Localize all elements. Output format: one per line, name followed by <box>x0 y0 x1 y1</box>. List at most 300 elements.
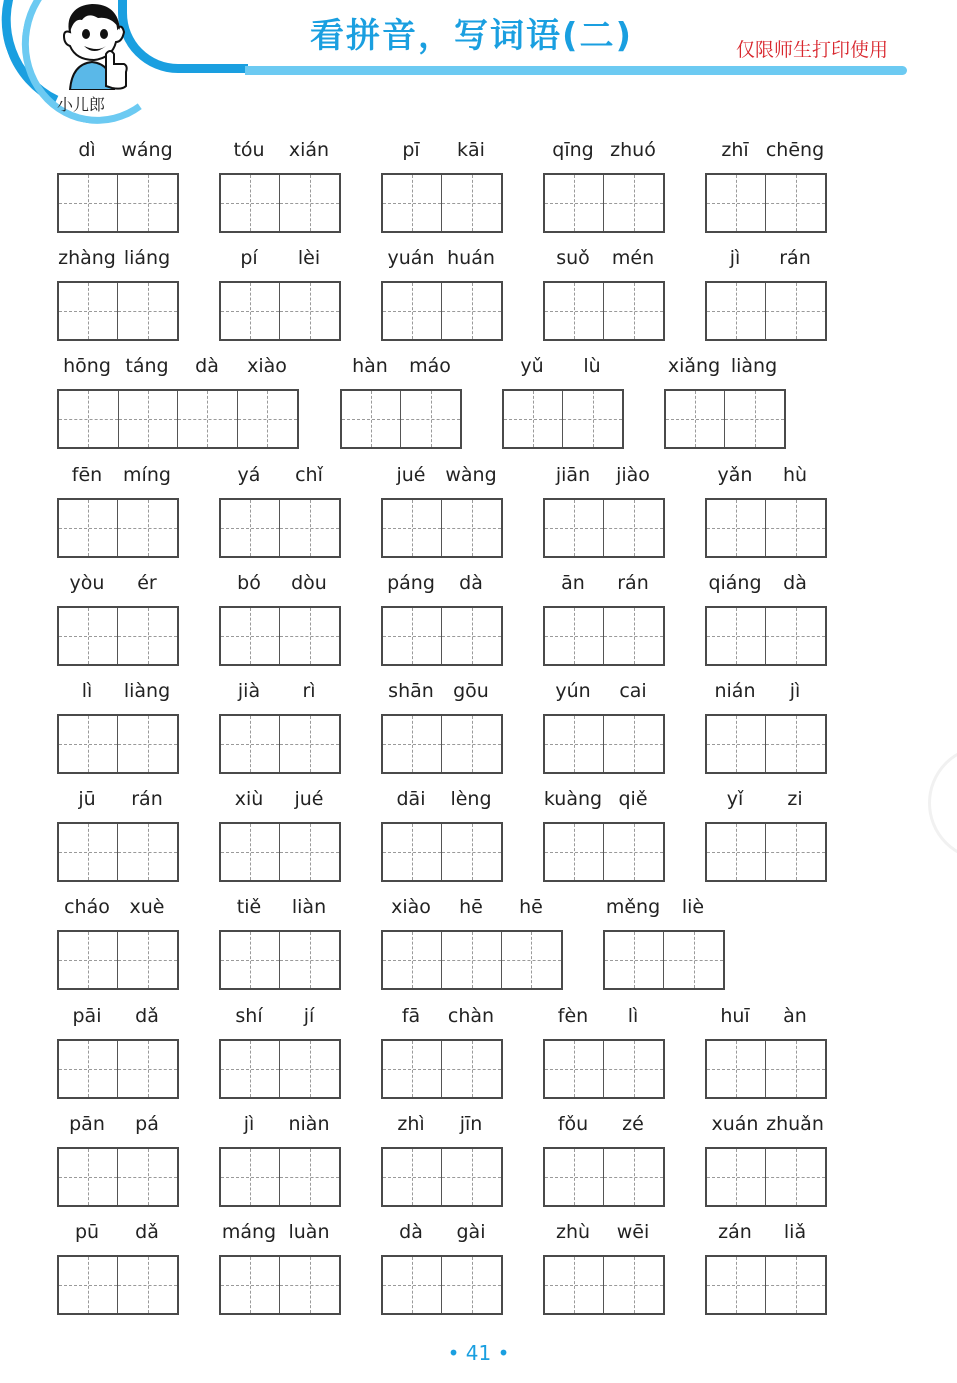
pinyin-syllable: měng <box>605 896 661 919</box>
writing-cell[interactable] <box>383 1257 442 1313</box>
writing-cell[interactable] <box>59 1257 118 1313</box>
tianzige-writing-box[interactable] <box>543 1147 665 1207</box>
writing-cell[interactable] <box>545 283 604 339</box>
writing-cell[interactable] <box>766 283 825 339</box>
writing-cell[interactable] <box>119 391 179 447</box>
pinyin-row <box>381 1220 501 1244</box>
tianzige-writing-box[interactable] <box>219 930 341 990</box>
pinyin-syllable: zé <box>622 1112 644 1135</box>
pinyin-syllable: rán <box>617 571 649 594</box>
pinyin-syllable: páng <box>387 571 435 594</box>
tianzige-writing-box[interactable] <box>381 173 503 233</box>
pinyin-syllable: dǎ <box>135 1004 159 1027</box>
pinyin-syllable: táng <box>125 355 169 378</box>
pinyin-syllable: zhuó <box>610 139 656 161</box>
writing-cell[interactable] <box>118 1257 177 1313</box>
writing-cell[interactable] <box>280 608 339 664</box>
writing-cell[interactable] <box>59 1041 118 1097</box>
pinyin-syllable: liàng <box>730 355 778 378</box>
tianzige-writing-box[interactable] <box>381 1147 503 1207</box>
pinyin-row <box>57 679 177 703</box>
pinyin-row <box>705 138 825 162</box>
writing-cell[interactable] <box>707 608 766 664</box>
writing-cell[interactable] <box>383 500 442 556</box>
pinyin-row <box>502 354 622 378</box>
writing-cell[interactable] <box>118 1041 177 1097</box>
pinyin-syllable: zán <box>718 1221 752 1243</box>
writing-cell[interactable] <box>383 1149 442 1205</box>
page-number: • 41 • <box>447 1341 510 1365</box>
pinyin-row <box>57 787 177 811</box>
writing-cell[interactable] <box>766 1149 825 1205</box>
pinyin-syllable: kuàng <box>543 788 603 811</box>
writing-cell[interactable] <box>502 932 561 988</box>
pinyin-syllable: qīng <box>552 139 594 161</box>
pinyin-syllable: bó <box>237 571 261 594</box>
tianzige-writing-box[interactable] <box>57 822 179 882</box>
pinyin-syllable: liáng <box>123 247 171 270</box>
pinyin-syllable: dì <box>78 139 96 161</box>
tianzige-writing-box[interactable] <box>381 1039 503 1099</box>
tianzige-writing-box[interactable] <box>57 389 299 449</box>
pinyin-row <box>543 1004 663 1028</box>
tianzige-writing-box[interactable] <box>57 1039 179 1099</box>
writing-cell[interactable] <box>118 608 177 664</box>
pinyin-syllable: máng <box>221 1221 277 1243</box>
writing-cell[interactable] <box>280 1041 339 1097</box>
pinyin-row <box>381 138 501 162</box>
pinyin-syllable: máo <box>409 355 451 378</box>
writing-cell[interactable] <box>664 932 723 988</box>
pinyin-syllable: tiě <box>236 896 262 919</box>
pinyin-syllable: míng <box>123 463 171 486</box>
pinyin-row <box>543 463 663 487</box>
pinyin-syllable: liàn <box>291 896 327 919</box>
pinyin-syllable: jū <box>78 788 96 811</box>
tianzige-writing-box[interactable] <box>57 173 179 233</box>
pinyin-syllable: gài <box>456 1221 486 1243</box>
writing-cell[interactable] <box>442 1257 501 1313</box>
pinyin-syllable: yòu <box>69 571 105 594</box>
writing-cell[interactable] <box>59 500 118 556</box>
writing-cell[interactable] <box>280 716 339 772</box>
writing-cell[interactable] <box>59 283 118 339</box>
pinyin-syllable: qiě <box>618 788 648 811</box>
pinyin-syllable: dà <box>459 571 483 594</box>
pinyin-row <box>57 463 177 487</box>
tianzige-writing-box[interactable] <box>381 498 503 558</box>
pinyin-syllable: pāi <box>72 1004 102 1027</box>
pinyin-row <box>603 895 723 919</box>
pinyin-syllable: zi <box>787 788 803 811</box>
tianzige-writing-box[interactable] <box>543 714 665 774</box>
pinyin-syllable: hù <box>782 463 808 486</box>
pinyin-row <box>219 679 339 703</box>
tianzige-writing-box[interactable] <box>381 822 503 882</box>
pinyin-row <box>219 1112 339 1136</box>
writing-cell[interactable] <box>707 175 766 231</box>
writing-cell[interactable] <box>707 824 766 880</box>
pinyin-syllable: rán <box>131 788 163 811</box>
pinyin-syllable: mén <box>611 247 655 270</box>
pinyin-syllable: kāi <box>457 139 485 161</box>
writing-cell[interactable] <box>545 824 604 880</box>
writing-cell[interactable] <box>383 608 442 664</box>
writing-cell[interactable] <box>59 608 118 664</box>
writing-cell[interactable] <box>221 500 280 556</box>
pinyin-syllable: jiān <box>555 463 591 486</box>
header-underline-bar <box>245 66 907 75</box>
tianzige-writing-box[interactable] <box>219 714 341 774</box>
writing-cell[interactable] <box>221 716 280 772</box>
writing-cell[interactable] <box>118 500 177 556</box>
pinyin-syllable: pí <box>240 247 258 270</box>
writing-cell[interactable] <box>118 175 177 231</box>
writing-cell[interactable] <box>383 1041 442 1097</box>
pinyin-row <box>543 679 663 703</box>
pinyin-row <box>664 354 784 378</box>
writing-cell[interactable] <box>766 175 825 231</box>
writing-cell[interactable] <box>221 824 280 880</box>
writing-cell[interactable] <box>118 283 177 339</box>
writing-cell[interactable] <box>604 824 663 880</box>
writing-cell[interactable] <box>280 1149 339 1205</box>
tianzige-writing-box[interactable] <box>705 498 827 558</box>
pinyin-syllable: hē <box>519 896 543 919</box>
pinyin-row <box>705 463 825 487</box>
pinyin-syllable: zhù <box>555 1221 591 1243</box>
pinyin-syllable: qiáng <box>708 571 762 594</box>
pinyin-syllable: rán <box>779 247 811 270</box>
writing-cell[interactable] <box>442 175 501 231</box>
tianzige-writing-box[interactable] <box>705 1147 827 1207</box>
pinyin-syllable: liàng <box>123 680 171 702</box>
pinyin-row <box>219 246 339 270</box>
pinyin-row <box>219 787 339 811</box>
writing-cell[interactable] <box>563 391 622 447</box>
tianzige-writing-box[interactable] <box>705 1039 827 1099</box>
pinyin-syllable: fǒu <box>557 1112 589 1135</box>
writing-cell[interactable] <box>604 1257 663 1313</box>
pinyin-syllable: xiào <box>391 896 431 919</box>
writing-cell[interactable] <box>342 391 401 447</box>
writing-cell[interactable] <box>221 932 280 988</box>
decorative-ring <box>928 745 957 861</box>
pinyin-syllable: liè <box>681 896 705 919</box>
writing-cell[interactable] <box>545 1257 604 1313</box>
writing-cell[interactable] <box>442 1041 501 1097</box>
writing-cell[interactable] <box>766 1041 825 1097</box>
writing-cell[interactable] <box>545 1149 604 1205</box>
writing-cell[interactable] <box>118 824 177 880</box>
pinyin-syllable: jué <box>294 788 324 811</box>
pinyin-syllable: yún <box>555 680 591 702</box>
writing-cell[interactable] <box>59 175 118 231</box>
writing-cell[interactable] <box>442 932 501 988</box>
writing-cell[interactable] <box>118 932 177 988</box>
pinyin-row <box>219 138 339 162</box>
writing-cell[interactable] <box>604 175 663 231</box>
print-notice: 仅限师生打印使用 <box>736 39 889 61</box>
writing-cell[interactable] <box>604 283 663 339</box>
writing-cell[interactable] <box>442 824 501 880</box>
pinyin-syllable: liǎ <box>783 1221 807 1243</box>
writing-cell[interactable] <box>545 1041 604 1097</box>
tianzige-writing-box[interactable] <box>381 714 503 774</box>
tianzige-writing-box[interactable] <box>381 1255 503 1315</box>
pinyin-syllable: wēi <box>616 1221 650 1243</box>
tianzige-writing-box[interactable] <box>705 281 827 341</box>
pinyin-syllable: dà <box>399 1221 423 1243</box>
writing-cell[interactable] <box>707 1041 766 1097</box>
pinyin-syllable: yǐ <box>726 788 744 811</box>
pinyin-row <box>705 787 825 811</box>
pinyin-syllable: shí <box>235 1004 263 1027</box>
writing-cell[interactable] <box>442 716 501 772</box>
tianzige-writing-box[interactable] <box>543 173 665 233</box>
pinyin-syllable: zhuǎn <box>766 1112 824 1135</box>
pinyin-row <box>705 571 825 595</box>
tianzige-writing-box[interactable] <box>603 930 725 990</box>
pinyin-row <box>340 354 460 378</box>
pinyin-syllable: jiào <box>616 463 650 486</box>
writing-cell[interactable] <box>442 1149 501 1205</box>
mascot-thumbs-up-icon <box>52 2 132 90</box>
pinyin-syllable: zhī <box>721 139 749 161</box>
writing-cell[interactable] <box>442 283 501 339</box>
pinyin-syllable: lì <box>81 680 93 702</box>
pinyin-syllable: pān <box>69 1112 105 1135</box>
tianzige-writing-box[interactable] <box>219 173 341 233</box>
tianzige-writing-box[interactable] <box>57 281 179 341</box>
pinyin-syllable: jīn <box>459 1112 483 1135</box>
pinyin-row <box>57 354 297 378</box>
tianzige-writing-box[interactable] <box>219 606 341 666</box>
tianzige-writing-box[interactable] <box>219 281 341 341</box>
tianzige-writing-box[interactable] <box>381 930 563 990</box>
pinyin-row <box>381 679 501 703</box>
pinyin-row <box>705 1004 825 1028</box>
page-title: 看拼音，写词语(二) <box>310 16 634 56</box>
writing-cell[interactable] <box>59 716 118 772</box>
writing-cell[interactable] <box>707 283 766 339</box>
pinyin-row <box>543 571 663 595</box>
pinyin-row <box>57 895 177 919</box>
tianzige-writing-box[interactable] <box>543 281 665 341</box>
pinyin-syllable: fēn <box>71 463 103 486</box>
mascot-label: 小儿郎 <box>57 95 106 114</box>
tianzige-writing-box[interactable] <box>57 498 179 558</box>
writing-cell[interactable] <box>383 283 442 339</box>
pinyin-row <box>219 895 339 919</box>
pinyin-syllable: fèn <box>557 1004 589 1027</box>
pinyin-syllable: dǎ <box>135 1221 159 1243</box>
writing-cell[interactable] <box>280 824 339 880</box>
writing-cell[interactable] <box>118 716 177 772</box>
pinyin-syllable: gōu <box>453 680 489 702</box>
tianzige-writing-box[interactable] <box>219 1255 341 1315</box>
pinyin-syllable: jì <box>729 247 741 270</box>
pinyin-row <box>57 246 177 270</box>
pinyin-syllable: lèi <box>297 247 321 270</box>
pinyin-syllable: xiǎng <box>667 355 721 378</box>
writing-cell[interactable] <box>545 175 604 231</box>
page-header <box>0 0 957 125</box>
writing-cell[interactable] <box>221 608 280 664</box>
pinyin-syllable: pī <box>402 139 420 161</box>
tianzige-writing-box[interactable] <box>664 389 786 449</box>
pinyin-syllable: zhì <box>397 1112 425 1135</box>
writing-cell[interactable] <box>401 391 460 447</box>
pinyin-syllable: dāi <box>396 788 426 811</box>
pinyin-row <box>57 1112 177 1136</box>
tianzige-writing-box[interactable] <box>705 1255 827 1315</box>
writing-cell[interactable] <box>383 824 442 880</box>
writing-cell[interactable] <box>766 1257 825 1313</box>
pinyin-syllable: jì <box>243 1112 255 1135</box>
pinyin-syllable: cai <box>619 680 647 702</box>
tianzige-writing-box[interactable] <box>543 498 665 558</box>
writing-cell[interactable] <box>766 716 825 772</box>
writing-cell[interactable] <box>280 1257 339 1313</box>
pinyin-row <box>543 246 663 270</box>
writing-cell[interactable] <box>221 1041 280 1097</box>
pinyin-syllable: lì <box>627 1004 639 1027</box>
tianzige-writing-box[interactable] <box>219 1039 341 1099</box>
pinyin-syllable: yǔ <box>520 355 544 378</box>
writing-cell[interactable] <box>280 175 339 231</box>
pinyin-syllable: jí <box>303 1004 315 1027</box>
writing-cell[interactable] <box>383 175 442 231</box>
pinyin-syllable: wàng <box>445 463 497 486</box>
pinyin-row <box>381 571 501 595</box>
writing-cell[interactable] <box>766 608 825 664</box>
pinyin-syllable: chǐ <box>295 463 323 486</box>
tianzige-writing-box[interactable] <box>57 1255 179 1315</box>
tianzige-writing-box[interactable] <box>705 822 827 882</box>
writing-cell[interactable] <box>59 932 118 988</box>
writing-cell[interactable] <box>666 391 725 447</box>
tianzige-writing-box[interactable] <box>219 822 341 882</box>
tianzige-writing-box[interactable] <box>219 498 341 558</box>
tianzige-writing-box[interactable] <box>705 173 827 233</box>
writing-cell[interactable] <box>238 391 298 447</box>
pinyin-syllable: yǎn <box>717 463 753 486</box>
pinyin-syllable: xuè <box>129 896 165 919</box>
pinyin-syllable: xiào <box>247 355 287 378</box>
pinyin-syllable: hàn <box>352 355 388 378</box>
tianzige-writing-box[interactable] <box>705 714 827 774</box>
writing-cell[interactable] <box>605 932 664 988</box>
tianzige-writing-box[interactable] <box>381 606 503 666</box>
writing-cell[interactable] <box>59 391 119 447</box>
pinyin-row <box>705 246 825 270</box>
pinyin-syllable: lèng <box>450 788 492 811</box>
writing-cell[interactable] <box>59 1149 118 1205</box>
writing-cell[interactable] <box>545 500 604 556</box>
writing-cell[interactable] <box>604 500 663 556</box>
writing-cell[interactable] <box>442 608 501 664</box>
pinyin-syllable: nián <box>714 680 756 702</box>
tianzige-writing-box[interactable] <box>502 389 624 449</box>
pinyin-syllable: jué <box>396 463 426 486</box>
tianzige-writing-box[interactable] <box>705 606 827 666</box>
writing-cell[interactable] <box>178 391 238 447</box>
writing-cell[interactable] <box>221 175 280 231</box>
writing-cell[interactable] <box>707 716 766 772</box>
pinyin-syllable: yuán <box>387 247 435 270</box>
pinyin-syllable: pá <box>135 1112 159 1135</box>
writing-cell[interactable] <box>59 824 118 880</box>
writing-cell[interactable] <box>383 716 442 772</box>
pinyin-syllable: rì <box>302 680 316 702</box>
writing-cell[interactable] <box>504 391 563 447</box>
writing-cell[interactable] <box>545 716 604 772</box>
writing-cell[interactable] <box>280 932 339 988</box>
writing-cell[interactable] <box>221 283 280 339</box>
tianzige-writing-box[interactable] <box>57 1147 179 1207</box>
tianzige-writing-box[interactable] <box>543 1039 665 1099</box>
pinyin-row <box>57 571 177 595</box>
writing-cell[interactable] <box>766 500 825 556</box>
tianzige-writing-box[interactable] <box>381 281 503 341</box>
tianzige-writing-box[interactable] <box>543 606 665 666</box>
tianzige-writing-box[interactable] <box>57 606 179 666</box>
writing-cell[interactable] <box>604 1041 663 1097</box>
writing-cell[interactable] <box>280 283 339 339</box>
pinyin-row <box>381 895 561 919</box>
pinyin-row <box>381 1004 501 1028</box>
tianzige-writing-box[interactable] <box>57 714 179 774</box>
pinyin-row <box>57 138 177 162</box>
writing-cell[interactable] <box>766 824 825 880</box>
writing-cell[interactable] <box>118 1149 177 1205</box>
pinyin-row <box>705 1112 825 1136</box>
writing-cell[interactable] <box>442 500 501 556</box>
writing-cell[interactable] <box>707 1257 766 1313</box>
tianzige-writing-box[interactable] <box>340 389 462 449</box>
writing-cell[interactable] <box>604 716 663 772</box>
writing-cell[interactable] <box>604 1149 663 1205</box>
writing-cell[interactable] <box>280 500 339 556</box>
pinyin-row <box>219 1220 339 1244</box>
pinyin-syllable: xuán <box>711 1112 759 1135</box>
writing-cell[interactable] <box>707 500 766 556</box>
writing-cell[interactable] <box>221 1149 280 1205</box>
pinyin-syllable: huán <box>447 247 495 270</box>
pinyin-syllable: jià <box>237 680 261 702</box>
pinyin-syllable: chēng <box>765 139 825 161</box>
pinyin-syllable: cháo <box>64 896 110 919</box>
tianzige-writing-box[interactable] <box>57 930 179 990</box>
tianzige-writing-box[interactable] <box>543 1255 665 1315</box>
writing-cell[interactable] <box>221 1257 280 1313</box>
pinyin-row <box>381 1112 501 1136</box>
writing-cell[interactable] <box>383 932 442 988</box>
pinyin-syllable: shān <box>388 680 434 702</box>
pinyin-syllable: ér <box>137 571 157 594</box>
writing-cell[interactable] <box>707 1149 766 1205</box>
pinyin-syllable: chàn <box>447 1004 495 1027</box>
writing-cell[interactable] <box>545 608 604 664</box>
pinyin-syllable: àn <box>783 1004 807 1027</box>
writing-cell[interactable] <box>604 608 663 664</box>
pinyin-row <box>219 463 339 487</box>
pinyin-syllable: jì <box>789 680 801 702</box>
writing-cell[interactable] <box>725 391 784 447</box>
tianzige-writing-box[interactable] <box>219 1147 341 1207</box>
tianzige-writing-box[interactable] <box>543 822 665 882</box>
